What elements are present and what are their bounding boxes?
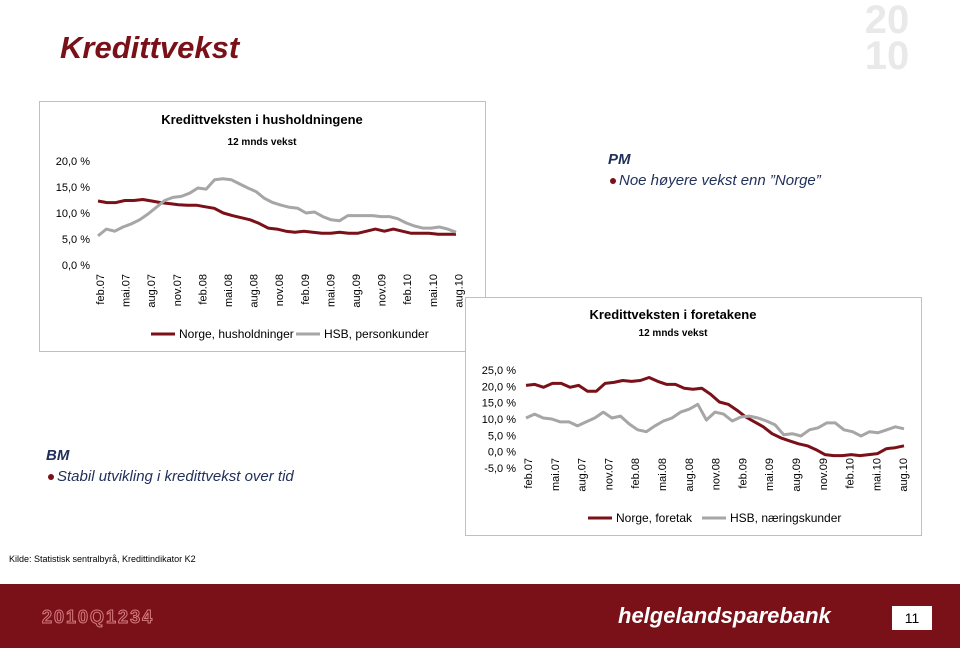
x-tick-label: nov.07 <box>171 274 184 307</box>
x-tick-label: mai.08 <box>223 274 235 308</box>
x-tick-label: aug.09 <box>351 274 363 308</box>
page-number: 11 <box>892 606 932 630</box>
x-tick-label: nov.08 <box>710 458 723 491</box>
x-tick-label: aug.10 <box>453 274 466 308</box>
x-tick-label: feb.07 <box>523 458 535 489</box>
y-tick-label: 0,0 % <box>61 260 90 272</box>
chart-title: Kredittveksten i foretakene <box>589 307 757 322</box>
x-tick-label: aug.07 <box>146 274 159 308</box>
y-tick-label: 10,0 % <box>481 414 516 426</box>
business-credit-chart <box>465 297 922 536</box>
legend-label-1: Norge, foretak <box>616 511 693 525</box>
x-tick-label: feb.07 <box>95 274 107 305</box>
pm-bullet-text: Noe høyere vekst enn ”Norge” <box>619 172 821 189</box>
bm-note <box>46 447 294 485</box>
legend-label-2: HSB, næringskunder <box>730 511 842 525</box>
series-line-2 <box>526 404 904 436</box>
x-tick-label: aug.08 <box>683 458 696 492</box>
x-tick-label: nov.08 <box>274 274 287 307</box>
bank-logo-text: helgelandsparebank <box>618 603 831 628</box>
x-tick-label: feb.09 <box>299 274 312 305</box>
y-tick-label: 25,0 % <box>481 365 516 377</box>
x-tick-label: nov.09 <box>817 458 830 491</box>
bm-bullet <box>46 468 294 485</box>
x-tick-label: mai.09 <box>764 458 777 492</box>
x-tick-label: mai.10 <box>427 274 440 308</box>
household-credit-chart <box>39 101 486 352</box>
chart-title: Kredittveksten i husholdningene <box>161 112 363 127</box>
bm-heading: BM <box>46 447 70 464</box>
bank-logo <box>618 598 831 634</box>
x-tick-label: aug.10 <box>898 458 911 492</box>
y-tick-label: 15,0 % <box>481 397 516 410</box>
x-tick-label: feb.10 <box>844 458 857 489</box>
x-tick-label: nov.09 <box>376 274 389 307</box>
x-tick-label: aug.07 <box>576 458 589 492</box>
y-tick-label: 0,0 % <box>487 446 516 459</box>
bullet-dot-icon <box>48 474 54 480</box>
series-line-2 <box>98 179 456 236</box>
y-tick-label: 5,0 % <box>487 430 516 443</box>
quarter-strip: 2010Q1234 <box>42 607 155 627</box>
pm-bullet <box>608 172 821 189</box>
chart-subtitle: 12 mnds vekst <box>638 328 708 339</box>
business-credit-chart-svg <box>466 298 921 535</box>
y-tick-label: -5,0 % <box>484 463 516 475</box>
x-tick-label: mai.10 <box>871 458 884 492</box>
x-tick-label: nov.07 <box>603 458 616 491</box>
series-line-1 <box>526 378 904 456</box>
legend-label-1: Norge, husholdninger <box>179 327 294 341</box>
bullet-dot-icon <box>610 178 616 184</box>
x-tick-label: feb.10 <box>402 274 415 305</box>
pm-note <box>608 151 821 189</box>
x-tick-label: aug.09 <box>791 458 803 492</box>
y-tick-label: 20,0 % <box>481 381 516 394</box>
x-tick-label: mai.09 <box>325 274 338 308</box>
y-tick-label: 5,0 % <box>61 234 90 246</box>
x-tick-label: mai.07 <box>549 458 562 492</box>
y-tick-label: 10,0 % <box>55 208 90 220</box>
bm-bullet-text: Stabil utvikling i kredittvekst over tid <box>57 468 294 485</box>
x-tick-label: aug.08 <box>248 274 261 308</box>
y-tick-label: 15,0 % <box>55 182 90 194</box>
x-tick-label: feb.08 <box>630 458 643 489</box>
slide-title: Kredittvekst <box>60 30 240 65</box>
source-note: Kilde: Statistisk sentralbyrå, Kredittindikator K2 <box>9 554 196 564</box>
chart-subtitle: 12 mnds vekst <box>227 137 297 148</box>
x-tick-label: mai.07 <box>120 274 133 308</box>
household-credit-chart-svg <box>40 102 485 351</box>
x-tick-label: mai.08 <box>657 458 669 492</box>
year-watermark: 20 10 <box>864 0 910 78</box>
y-tick-label: 20,0 % <box>55 156 90 168</box>
x-tick-label: feb.09 <box>737 458 750 489</box>
x-tick-label: feb.08 <box>197 274 210 305</box>
pm-heading: PM <box>608 151 631 168</box>
legend-label-2: HSB, personkunder <box>324 327 429 341</box>
